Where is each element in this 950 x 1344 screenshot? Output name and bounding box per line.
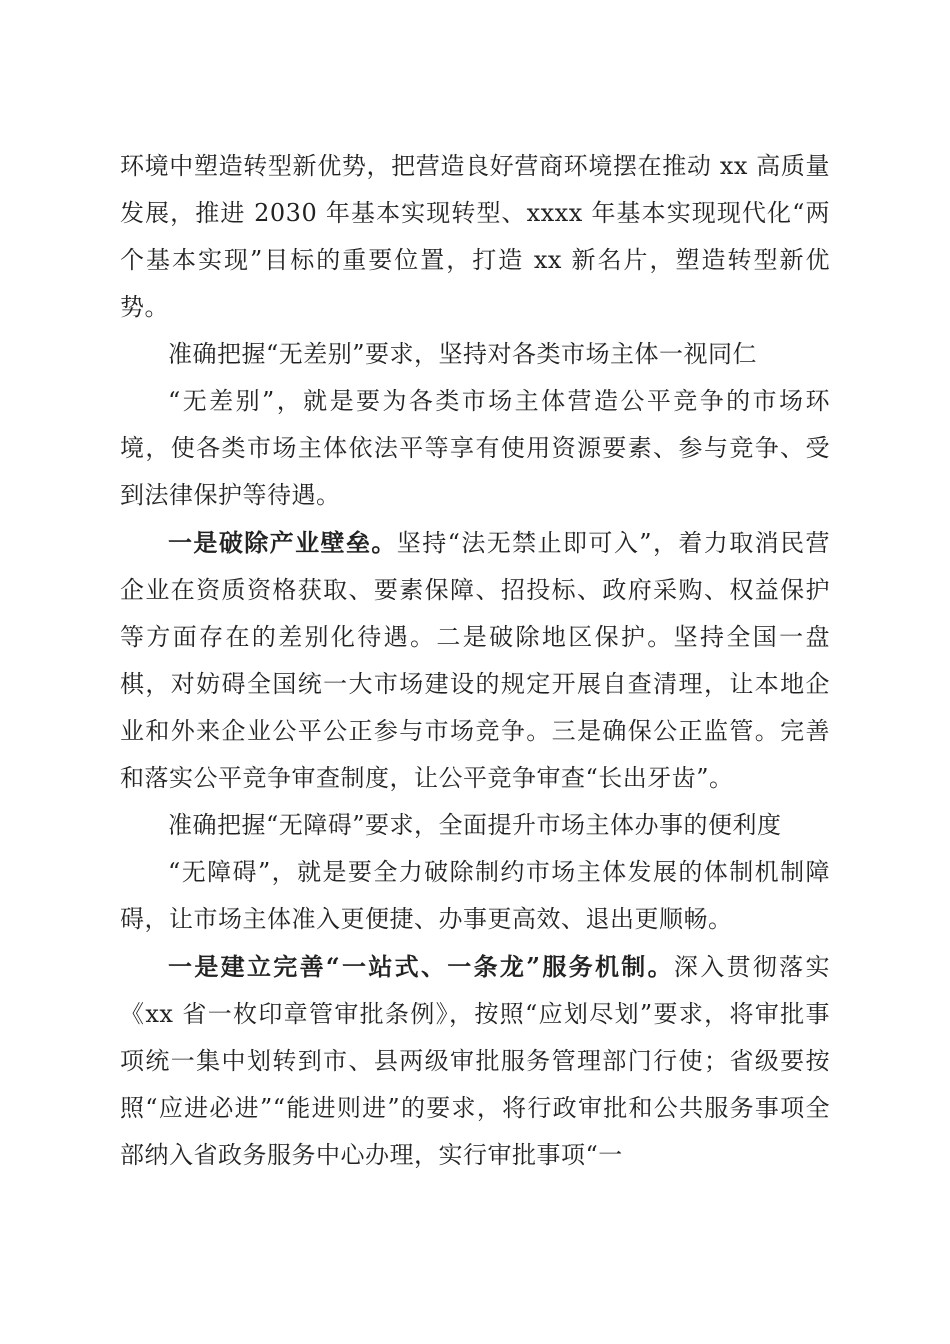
document-body xyxy=(120,143,830,1179)
section-heading-no-difference xyxy=(120,331,830,378)
paragraph-6 xyxy=(120,849,830,943)
paragraph-7 xyxy=(120,943,830,1179)
section-heading-no-barrier xyxy=(120,802,830,849)
paragraph-4-text: 坚持“法无禁止即可入”，着力取消民营企业在资质资格获取、要素保障、招投标、政府采购、权益保护等方面存在的差别化待遇。二是破除地区保护。坚持全国一盘棋，对妨碍全国统一大市场建设的规定开展自查清理，让本地企业和外来企业公平公正参与市场竞争。三是确保公正监管。完善和落实公平竞争审查制度，让公平竞争审查“长出牙齿”。 xyxy=(120,529,830,792)
paragraph-2-text: 准确把握“无差别”要求，坚持对各类市场主体一视同仁 xyxy=(168,340,758,368)
paragraph-7-text: 深入贯彻落实《xx 省一枚印章管审批条例》，按照“应划尽划”要求，将审批事项统一集中划转到市、县两级审批服务管理部门行使；省级要按照“应进必进”“能进则进”的要求，将行政审批和公共服务事项全部纳入省政务服务中心办理，实行审批事项“一 xyxy=(120,953,830,1169)
paragraph-4 xyxy=(120,519,830,802)
paragraph-6-text: “无障碍”，就是要全力破除制约市场主体发展的体制机制障碍，让市场主体准入更便捷、办事更高效、退出更顺畅。 xyxy=(120,858,830,933)
paragraph-7-lead: 一是建立完善“一站式、一条龙”服务机制。 xyxy=(168,952,674,981)
paragraph-3-text: “无差别”，就是要为各类市场主体营造公平竞争的市场环境，使各类市场主体依法平等享有使用资源要素、参与竞争、受到法律保护等待遇。 xyxy=(120,387,830,509)
paragraph-1-text: 环境中塑造转型新优势，把营造良好营商环境摆在推动 xx 高质量发展，推进 2030 年基本实现转型、xxxx 年基本实现现代化“两个基本实现”目标的重要位置，打造 xx 新名片，塑造转型新优势。 xyxy=(120,152,830,321)
paragraph-4-lead: 一是破除产业壁垒。 xyxy=(168,528,397,557)
paragraph-3 xyxy=(120,378,830,519)
paragraph-1 xyxy=(120,143,830,331)
paragraph-5-text: 准确把握“无障碍”要求，全面提升市场主体办事的便利度 xyxy=(168,811,782,839)
